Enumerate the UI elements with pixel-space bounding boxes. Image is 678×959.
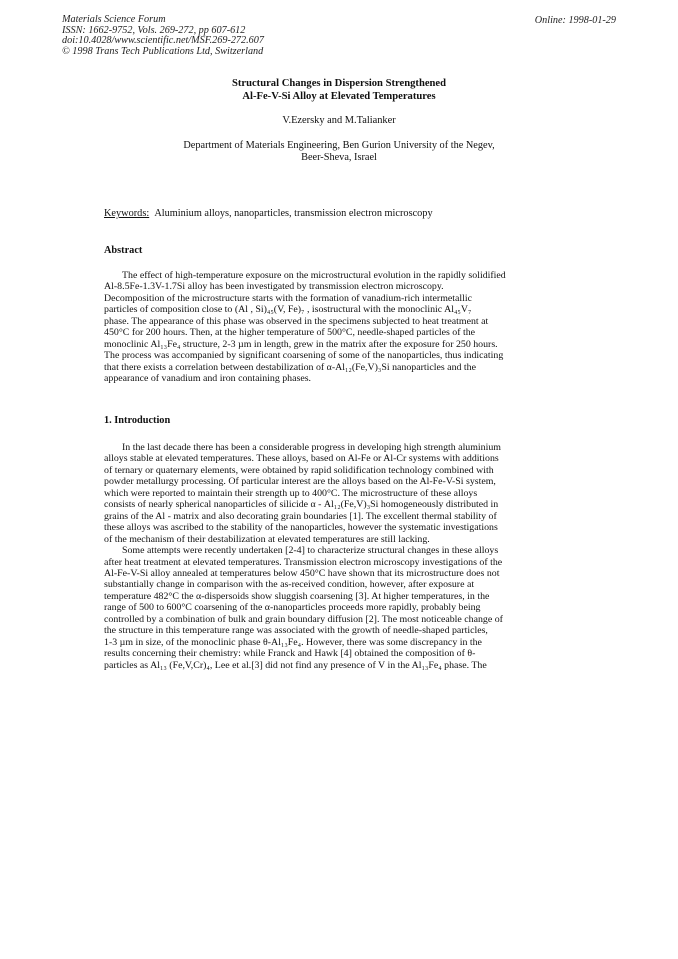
introduction-body — [104, 442, 556, 671]
abstract-body — [104, 270, 556, 385]
text-line: Al-Fe-V-Si alloy annealed at temperatures below 450°C have shown that its microstructure does not — [104, 567, 500, 579]
text-line: grains of the Al - matrix and also decorating grain boundaries [1]. The excellent thermal stability of — [104, 510, 497, 522]
title-line: Structural Changes in Dispersion Strengthened — [231, 78, 447, 89]
text-line: substantially change in comparison with the as-received condition, however, after exposure at — [104, 579, 475, 591]
introduction-heading: 1. Introduction — [104, 415, 171, 426]
text-line: consists of nearly spherical nanoparticles of silicide α - Al₁₂(Fe,V)₃Si homogeneously distributed in — [104, 499, 499, 511]
journal-name: Materials Science Forum — [62, 14, 166, 25]
paper-title — [0, 78, 678, 103]
text-line: powder metallurgy processing. Of particular interest are the alloys based on the Al-Fe-V-Si system, — [104, 476, 496, 488]
keywords-label: Keywords: — [104, 208, 150, 219]
text-line: of the mechanism of their destabilization at elevated temperatures are still lacking. — [104, 533, 430, 545]
affiliation-line: Department of Materials Engineering, Ben Gurion University of the Negev, — [183, 140, 495, 151]
issn-line: ISSN: 1662-9752, Vols. 269-272, pp 607-612 — [62, 24, 246, 36]
copyright-line: © 1998 Trans Tech Publications Ltd, Switzerland — [62, 45, 264, 57]
text-line: Decomposition of the microstructure starts with the formation of vanadium-rich intermetallic — [104, 292, 473, 304]
text-line: phase. The appearance of this phase was observed in the specimens subjected to heat treatment at — [104, 315, 489, 327]
text-line: which were reported to maintain their strength up to 400°C. The microstructure of these alloys — [104, 487, 478, 499]
text-line: results concerning their chemistry: while Franck and Hawk [4] obtained the composition of θ- — [104, 648, 476, 660]
text-line: appearance of vanadium and iron containing phases. — [104, 373, 312, 385]
text-line: range of 500 to 600°C coarsening of the α-nanoparticles proceeds more rapidly, probably being — [104, 602, 481, 614]
affiliation — [0, 140, 678, 165]
text-line: of ternary or quaternary elements, were obtained by rapid solidification technology combined with — [104, 464, 494, 476]
text-line: In the last decade there has been a considerable progress in developing high strength aluminium — [122, 442, 501, 453]
text-line: particles of composition close to (Al , Si)₄₅(V, Fe)₇ , isostructural with the monoclinic Al₄₅V₇ — [104, 304, 472, 316]
doi-line: doi:10.4028/www.scientific.net/MSF.269-272.607 — [62, 35, 264, 47]
text-line: monoclinic Al₁₃Fe₄ structure, 2-3 µm in length, grew in the matrix after the exposure for 250 hours. — [104, 338, 498, 350]
text-line: after heat treatment at elevated temperatures. Transmission electron microscopy investigations of the — [104, 556, 503, 568]
text-line: controlled by a combination of bulk and grain boundary diffusion [2]. The most noticeable change of — [104, 613, 503, 625]
title-line: Al-Fe-V-Si Alloy at Elevated Temperatures — [242, 90, 436, 102]
text-line: the structure in this temperature range was associated with the growth of needle-shaped particles, — [104, 625, 488, 637]
text-line: Some attempts were recently undertaken [2-4] to characterize structural changes in these alloys — [122, 545, 499, 557]
text-line: these alloys was ascribed to the stability of the nanoparticles, however the systematic investigations — [104, 522, 498, 534]
text-line: alloys stable at elevated temperatures. These alloys, based on Al-Fe or Al-Cr systems with additions — [104, 453, 499, 465]
text-line: The effect of high-temperature exposure on the microstructural evolution in the rapidly solidified — [122, 270, 506, 281]
online-date: Online: 1998-01-29 — [534, 15, 616, 26]
text-line: 1-3 µm in size, of the monoclinic phase θ-Al₁₃Fe₄. However, there was some discrepancy in the — [104, 636, 482, 648]
publication-metadata — [62, 15, 264, 57]
text-line: 450°C for 200 hours. Then, at the higher temperature of 500°C, needle-shaped particles of the — [104, 327, 476, 339]
text-line: temperature 482°C the α-dispersoids show sluggish coarsening [3]. At higher temperatures, in the — [104, 590, 490, 602]
text-line: The process was accompanied by significant coarsening of some of the nanoparticles, thus indicating — [104, 350, 504, 362]
keywords-text: Aluminium alloys, nanoparticles, transmission electron microscopy — [154, 208, 433, 219]
affiliation-line: Beer-Sheva, Israel — [301, 152, 377, 164]
text-line: Al-8.5Fe-1.3V-1.7Si alloy has been investigated by transmission electron microscopy. — [104, 281, 444, 293]
text-line: that there exists a correlation between destabilization of α-Al₁₂(Fe,V)₃Si nanoparticles and the — [104, 361, 476, 373]
text-line: particles as Al₁₃ (Fe,V,Cr)₄, Lee et al.[3] did not find any presence of V in the Al₁₃Fe₄ phase. The — [104, 659, 487, 671]
keywords — [104, 208, 433, 219]
abstract-heading: Abstract — [104, 245, 143, 256]
authors: V.Ezersky and M.Talianker — [282, 115, 396, 126]
